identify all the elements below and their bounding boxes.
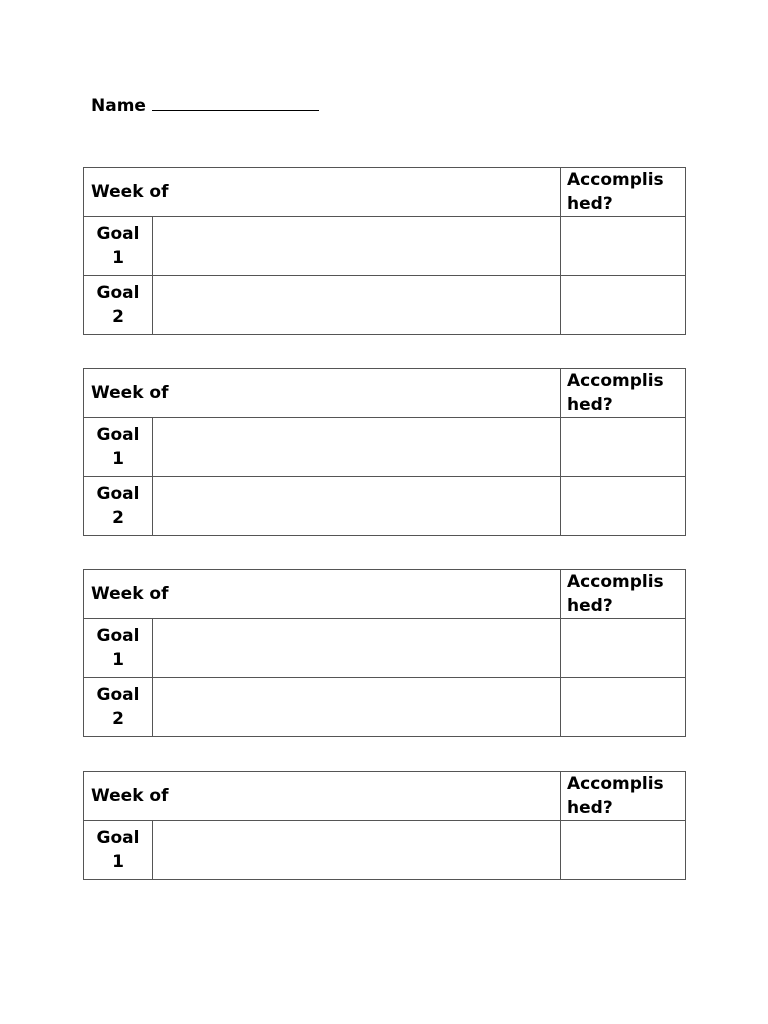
accomplished-entry-cell[interactable] (561, 418, 686, 477)
accomplished-label-line1: Accomplis (567, 170, 664, 190)
week-of-label: Week of (91, 786, 169, 806)
accomplished-entry-cell[interactable] (561, 619, 686, 678)
week-of-label: Week of (91, 182, 169, 202)
accomplished-header-cell (561, 369, 686, 418)
accomplished-header-cell (561, 570, 686, 619)
week-of-cell[interactable] (84, 570, 561, 619)
accomplished-entry-cell[interactable] (561, 678, 686, 737)
accomplished-entry-cell[interactable] (561, 276, 686, 335)
goal-label-cell (84, 418, 153, 477)
goal-entry-cell[interactable] (153, 821, 561, 880)
weekly-goal-table-2 (83, 368, 686, 536)
week-of-label: Week of (91, 584, 169, 604)
accomplished-label-line2: hed? (567, 395, 613, 415)
week-of-cell[interactable] (84, 369, 561, 418)
goal-label-cell (84, 619, 153, 678)
accomplished-header-cell (561, 772, 686, 821)
goal-label: Goal 2 (96, 685, 140, 729)
goal-label: Goal 1 (96, 224, 140, 268)
name-label: Name (91, 96, 146, 116)
goal-entry-cell[interactable] (153, 217, 561, 276)
goal-label-cell (84, 217, 153, 276)
accomplished-label-line1: Accomplis (567, 572, 664, 592)
goal-label: Goal 1 (96, 425, 140, 469)
name-field-row (91, 92, 319, 116)
goal-entry-cell[interactable] (153, 678, 561, 737)
weekly-goal-table-3 (83, 569, 686, 737)
accomplished-header-cell (561, 168, 686, 217)
week-of-cell[interactable] (84, 168, 561, 217)
accomplished-entry-cell[interactable] (561, 477, 686, 536)
goal-label-cell (84, 678, 153, 737)
accomplished-label-line1: Accomplis (567, 371, 664, 391)
goal-label-cell (84, 477, 153, 536)
accomplished-entry-cell[interactable] (561, 821, 686, 880)
goal-entry-cell[interactable] (153, 276, 561, 335)
goal-entry-cell[interactable] (153, 619, 561, 678)
accomplished-label-line2: hed? (567, 596, 613, 616)
accomplished-label-line2: hed? (567, 194, 613, 214)
name-blank-line[interactable] (152, 92, 319, 111)
accomplished-label-line1: Accomplis (567, 774, 664, 794)
goal-entry-cell[interactable] (153, 418, 561, 477)
goal-label: Goal 2 (96, 283, 140, 327)
weekly-goal-table-4 (83, 771, 686, 880)
accomplished-label-line2: hed? (567, 798, 613, 818)
goal-label: Goal 2 (96, 484, 140, 528)
goal-label-cell (84, 821, 153, 880)
goal-label: Goal 1 (96, 626, 140, 670)
goal-label-cell (84, 276, 153, 335)
accomplished-entry-cell[interactable] (561, 217, 686, 276)
goal-entry-cell[interactable] (153, 477, 561, 536)
week-of-cell[interactable] (84, 772, 561, 821)
goal-label: Goal 1 (96, 828, 140, 872)
weekly-goal-table-1 (83, 167, 686, 335)
week-of-label: Week of (91, 383, 169, 403)
